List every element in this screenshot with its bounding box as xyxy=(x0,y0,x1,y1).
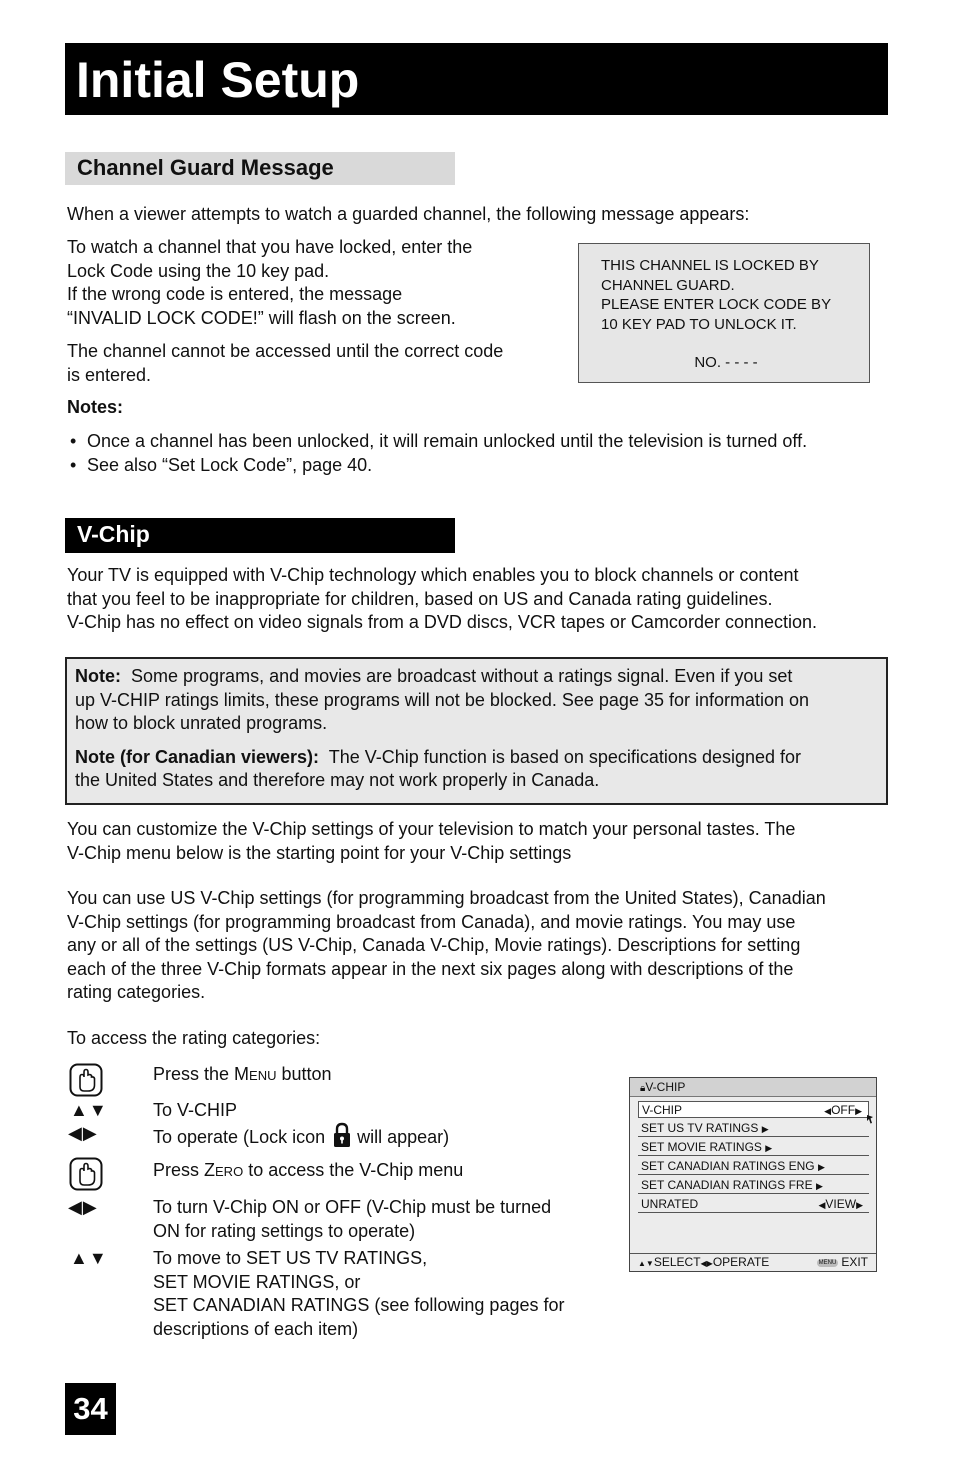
text-line: V-Chip settings (for programming broadcast from Canada), and movie ratings. You may use xyxy=(67,911,796,932)
text-line: To move to SET US TV RATINGS, xyxy=(153,1248,428,1268)
text-span: button xyxy=(276,1064,332,1084)
text-line: Your TV is equipped with V-Chip technology which enables you to block channels or content xyxy=(67,565,799,585)
notes-list xyxy=(67,430,887,477)
text-line: ON for rating settings to operate) xyxy=(153,1220,416,1241)
text-line: You can customize the V-Chip settings of your television to match your personal tastes. The xyxy=(67,819,796,839)
step-press-menu xyxy=(153,1063,332,1087)
step-move-to-ratings xyxy=(153,1247,564,1341)
osd-row-label: UNRATED xyxy=(641,1197,699,1211)
channel-guard-para1 xyxy=(67,236,567,330)
text-line: To watch a channel that you have locked, enter the xyxy=(67,237,473,257)
text-line: To turn V-Chip ON or OFF (V-Chip must be turned xyxy=(153,1197,552,1217)
text-span: To operate (Lock icon xyxy=(153,1127,326,1147)
text-span: Press xyxy=(153,1160,205,1180)
text-span: will appear) xyxy=(357,1127,450,1147)
lock-message-box xyxy=(578,243,870,383)
text-line: If the wrong code is entered, the message xyxy=(67,284,403,304)
text-line: The channel cannot be accessed until the correct code xyxy=(67,341,504,361)
hand-press-icon xyxy=(69,1063,103,1097)
text-line: up V-CHIP ratings limits, these programs will not be blocked. See page 35 for information on xyxy=(75,689,810,710)
osd-row-set-canadian-fre[interactable] xyxy=(638,1177,869,1194)
text-span: to access the V-Chip menu xyxy=(243,1160,464,1180)
cursor-arrow-icon xyxy=(866,1114,874,1124)
osd-row-vchip[interactable] xyxy=(638,1101,869,1118)
up-down-arrows-icon: ▲▼ xyxy=(70,1100,108,1120)
text-line: V-Chip menu below is the starting point for your V-Chip settings xyxy=(67,842,572,863)
note-2-label: Note (for Canadian viewers): xyxy=(75,746,320,767)
text-line: descriptions of each item) xyxy=(153,1318,359,1339)
vchip-customize-para xyxy=(67,818,897,865)
left-right-arrows-icon: ◀▶ xyxy=(700,1259,713,1268)
osd-row-label: SET US TV RATINGS xyxy=(641,1121,759,1135)
text-line: Some programs, and movies are broadcast without a ratings signal. Even if you set xyxy=(131,666,793,686)
osd-row-label: SET MOVIE RATINGS xyxy=(641,1140,762,1154)
channel-guard-heading: Channel Guard Message xyxy=(77,155,334,180)
osd-title: V-CHIP xyxy=(645,1080,686,1094)
text-line: V-Chip has no effect on video signals from a DVD discs, VCR tapes or Camcorder connection. xyxy=(67,612,818,632)
left-right-arrows-icon: ◀▶ xyxy=(68,1123,98,1143)
list-item: • Once a channel has been unlocked, it will remain unlocked until the television is turned off. xyxy=(67,430,887,454)
text-span: Press the xyxy=(153,1064,235,1084)
text-line: any or all of the settings (US V-Chip, Canada V-Chip, Movie ratings). Descriptions for setting xyxy=(67,935,801,955)
chevron-left-icon: ◀ xyxy=(818,1200,826,1210)
text-line: “INVALID LOCK CODE!” will flash on the screen. xyxy=(67,307,456,328)
vchip-intro xyxy=(67,564,897,635)
osd-row-value xyxy=(824,1102,862,1119)
title-bar xyxy=(65,43,888,115)
text-line: each of the three V-Chip formats appear in the next six pages along with descriptions of the xyxy=(67,958,794,979)
osd-row-label: SET CANADIAN RATINGS ENG xyxy=(641,1159,815,1173)
note-1-label: Note: xyxy=(75,666,121,686)
note-2 xyxy=(75,746,878,793)
footer-operate: OPERATE xyxy=(712,1255,770,1269)
message-line: THIS CHANNEL IS LOCKED BY xyxy=(601,257,819,274)
message-line: CHANNEL GUARD. xyxy=(601,276,735,294)
page-number: 34 xyxy=(65,1383,116,1435)
channel-guard-heading-bar xyxy=(65,152,455,185)
lock-icon: 🔒︎ xyxy=(640,1083,646,1094)
chevron-right-icon: ▶ xyxy=(761,1124,769,1134)
value-text: VIEW xyxy=(825,1197,857,1211)
text-line: how to block unrated programs. xyxy=(75,713,328,733)
step-to-operate xyxy=(153,1122,449,1150)
text-line: that you feel to be inappropriate for children, based on US and Canada rating guidelines. xyxy=(67,588,773,609)
list-item: • See also “Set Lock Code”, page 40. xyxy=(67,454,887,478)
text-line: Lock Code using the 10 key pad. xyxy=(67,260,330,281)
osd-title-bar xyxy=(630,1078,876,1097)
message-line: PLEASE ENTER LOCK CODE BY xyxy=(601,296,832,313)
vchip-note-box xyxy=(65,657,888,805)
vchip-heading-bar xyxy=(65,518,455,553)
text-line: SET CANADIAN RATINGS (see following pages for xyxy=(153,1295,565,1315)
left-right-arrows-icon: ◀▶ xyxy=(68,1197,98,1217)
text-line: You can use US V-Chip settings (for programming broadcast from the United States), Canadian xyxy=(67,888,826,908)
osd-row-value xyxy=(818,1196,863,1213)
chevron-right-icon: ▶ xyxy=(815,1181,823,1191)
footer-select: SELECT xyxy=(653,1255,701,1269)
step-turn-on-off xyxy=(153,1196,551,1243)
osd-row-set-us-tv-ratings[interactable] xyxy=(638,1120,869,1137)
text-line: SET MOVIE RATINGS, or xyxy=(153,1271,361,1292)
chevron-left-icon: ◀ xyxy=(824,1106,832,1116)
step-press-zero xyxy=(153,1159,463,1183)
up-down-arrows-icon: ▲▼ xyxy=(70,1248,108,1268)
footer-exit: EXIT xyxy=(841,1255,868,1269)
vchip-osd-screen xyxy=(629,1077,877,1272)
text-line: The V-Chip function is based on specifications designed for xyxy=(328,746,802,767)
chevron-right-icon: ▶ xyxy=(765,1143,773,1153)
osd-row-set-canadian-eng[interactable] xyxy=(638,1158,869,1175)
chevron-right-icon: ▶ xyxy=(856,1200,863,1210)
osd-row-label: SET CANADIAN RATINGS FRE xyxy=(641,1178,813,1192)
value-text: OFF xyxy=(831,1103,856,1117)
menu-key-label: Menu xyxy=(234,1064,277,1084)
step-to-vchip: To V-CHIP xyxy=(153,1100,238,1120)
notes-label: Notes: xyxy=(67,397,124,417)
osd-footer xyxy=(630,1253,876,1271)
page-title: Initial Setup xyxy=(76,52,360,108)
menu-badge: MENU xyxy=(818,1259,837,1266)
message-line: 10 KEY PAD TO UNLOCK IT. xyxy=(601,315,797,333)
text-line: is entered. xyxy=(67,364,152,385)
up-down-arrows-icon: ▲▼ xyxy=(638,1259,654,1268)
channel-guard-para2 xyxy=(67,340,567,387)
osd-row-set-movie-ratings[interactable] xyxy=(638,1139,869,1156)
chevron-right-icon: ▶ xyxy=(817,1162,825,1172)
note-1 xyxy=(75,665,878,736)
osd-row-label: V-CHIP xyxy=(642,1103,683,1117)
vchip-heading: V-Chip xyxy=(77,521,150,547)
access-label: To access the rating categories: xyxy=(67,1028,321,1048)
hand-press-icon xyxy=(69,1157,103,1191)
vchip-settings-para xyxy=(67,887,897,1005)
text-line: the United States and therefore may not work properly in Canada. xyxy=(75,770,600,790)
chevron-right-icon: ▶ xyxy=(855,1106,862,1116)
channel-guard-intro: When a viewer attempts to watch a guarded channel, the following message appears: xyxy=(67,204,750,224)
lock-icon xyxy=(333,1122,351,1148)
text-line: rating categories. xyxy=(67,982,206,1002)
zero-key-label: Zero xyxy=(204,1160,244,1180)
lock-code-entry: NO. - - - - xyxy=(694,354,758,371)
footer-exit-group xyxy=(817,1254,868,1271)
osd-row-unrated[interactable] xyxy=(638,1196,869,1213)
